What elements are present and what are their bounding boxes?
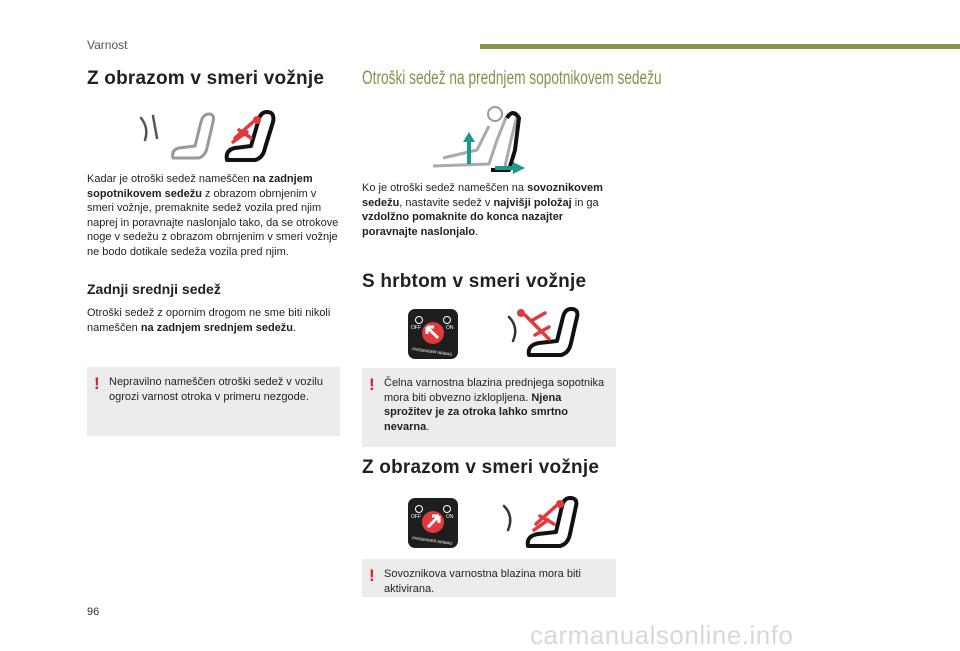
forward-facing-seat-illustration xyxy=(500,494,580,552)
section-label: Varnost xyxy=(87,38,128,52)
watermark: carmanualsonline.info xyxy=(530,620,794,650)
warning-icon: ! xyxy=(369,375,375,394)
left-paragraph-1: Kadar je otroški sedež nameščen na zadnjem sopotnikovem sedežu z obrazom obrnjenim v smeri vožnje, premaknite sedež vozila pred njim naprej in poravnajte naslonjalo tako, da se otrokove noge v sedežu z obrazom obrnjenim v smeri vožnje ne bodo dotikale sedeža vozila pred njim. xyxy=(87,173,339,258)
right-title-front-seat: Otroški sedež na prednjem sopotnikovem sedežu xyxy=(362,68,662,89)
seat-adjust-illustration xyxy=(425,100,530,175)
left-warning-box xyxy=(87,367,340,436)
right-warning-text-forward: Sovoznikova varnostna blazina mora biti aktivirana. xyxy=(384,568,581,595)
rear-facing-seat-illustration xyxy=(505,305,580,363)
airbag-off-label: OFF ON PASSENGER AIRBAG xyxy=(408,309,458,359)
right-warning-box-rear xyxy=(362,368,616,447)
left-warning-text: Nepravilno nameščen otroški sedež v vozilu ogrozi varnost otroka v primeru nezgode. xyxy=(109,376,323,403)
seat-forward-rear-illustration xyxy=(135,108,280,168)
airbag-on-label: OFF ON PASSENGER AIRBAG xyxy=(408,498,458,548)
right-title-forward: Z obrazom v smeri vožnje xyxy=(362,457,600,478)
warning-icon: ! xyxy=(94,374,100,393)
warning-icon: ! xyxy=(369,566,375,585)
right-warning-text-rear: Čelna varnostna blazina prednjega sopotnika mora biti obvezno izklopljena. Njena sprožitev je za otroka lahko smrtno nevarna. xyxy=(384,377,605,433)
header-rule xyxy=(480,44,960,49)
left-title-forward: Z obrazom v smeri vožnje xyxy=(87,68,325,89)
page-number: 96 xyxy=(87,606,100,618)
left-paragraph-2: Otroški sedež z opornim drogom ne sme biti nikoli nameščen na zadnjem srednjem sedežu. xyxy=(87,307,331,334)
left-title-middle-seat: Zadnji srednji sedež xyxy=(87,281,221,297)
right-warning-box-forward xyxy=(362,559,616,597)
right-title-rear-facing: S hrbtom v smeri vožnje xyxy=(362,271,587,292)
right-paragraph-1: Ko je otroški sedež nameščen na sovoznikovem sedežu, nastavite sedež v najvišji položaj in ga vzdolžno pomaknite do konca nazajter poravnajte naslonjalo. xyxy=(362,182,603,238)
